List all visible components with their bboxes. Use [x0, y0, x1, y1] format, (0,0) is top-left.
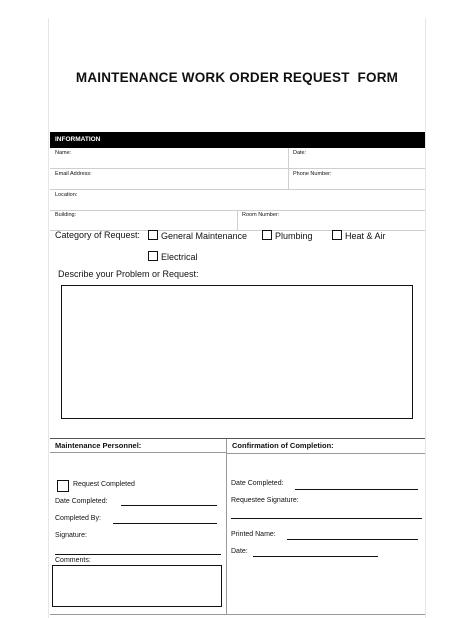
option-label: General Maintenance — [161, 231, 248, 241]
building-room-row — [50, 210, 425, 231]
completed-by-label: Completed By: — [55, 515, 101, 522]
name-label: Name: — [55, 150, 72, 156]
comments-label: Comments: — [55, 557, 91, 564]
requestee-signature-line[interactable] — [231, 518, 422, 519]
form-title: MAINTENANCE WORK ORDER REQUEST FORM — [75, 70, 399, 85]
signature-label: Signature: — [55, 532, 87, 539]
request-completed-checkbox[interactable] — [57, 480, 69, 492]
category-label: Category of Request: — [55, 230, 141, 240]
confirm-date-completed-label: Date Completed: — [231, 480, 284, 487]
option-electrical[interactable] — [148, 251, 198, 262]
option-heat-air[interactable] — [332, 230, 386, 241]
email-address-label: Email Address: — [55, 171, 92, 177]
confirm-date-line[interactable] — [253, 556, 378, 557]
field-divider — [288, 169, 289, 189]
checkbox[interactable] — [332, 230, 342, 240]
field-divider — [237, 210, 238, 230]
email-phone-row — [50, 169, 425, 190]
completion-section — [50, 438, 425, 615]
date-completed-label: Date Completed: — [55, 498, 108, 505]
information-section-header: INFORMATION — [50, 132, 425, 148]
confirm-date-label: Date: — [231, 548, 248, 555]
requestee-signature-label: Requestee Signature: — [231, 497, 299, 504]
date-completed-line[interactable] — [121, 505, 217, 506]
building-label: Building: — [55, 212, 77, 218]
location-row — [50, 190, 425, 211]
column-divider — [226, 439, 227, 614]
confirmation-header: Confirmation of Completion: — [227, 439, 425, 454]
confirm-date-completed-line[interactable] — [295, 489, 418, 490]
problem-description-box[interactable] — [61, 285, 413, 419]
completed-by-line[interactable] — [113, 523, 217, 524]
form-page — [48, 18, 426, 618]
checkbox[interactable] — [262, 230, 272, 240]
signature-line[interactable] — [55, 554, 221, 555]
checkbox[interactable] — [148, 251, 158, 261]
printed-name-label: Printed Name: — [231, 531, 276, 538]
comments-box[interactable] — [52, 565, 222, 607]
option-plumbing[interactable] — [262, 230, 313, 241]
option-general-maintenance[interactable] — [148, 230, 247, 241]
option-label: Heat & Air — [345, 231, 386, 241]
date-label: Date: — [293, 150, 307, 156]
option-label: Plumbing — [275, 231, 313, 241]
maintenance-personnel-header: Maintenance Personnel: — [50, 439, 226, 453]
option-label: Electrical — [161, 252, 198, 262]
phone-number-label: Phone Number: — [293, 171, 332, 177]
room-number-label: Room Number: — [242, 212, 280, 218]
name-date-row — [50, 148, 425, 169]
printed-name-line[interactable] — [287, 539, 418, 540]
request-completed-label: Request Completed — [73, 481, 135, 488]
field-divider — [288, 148, 289, 168]
location-label: Location: — [55, 192, 78, 198]
checkbox[interactable] — [148, 230, 158, 240]
describe-label: Describe your Problem or Request: — [58, 269, 199, 279]
